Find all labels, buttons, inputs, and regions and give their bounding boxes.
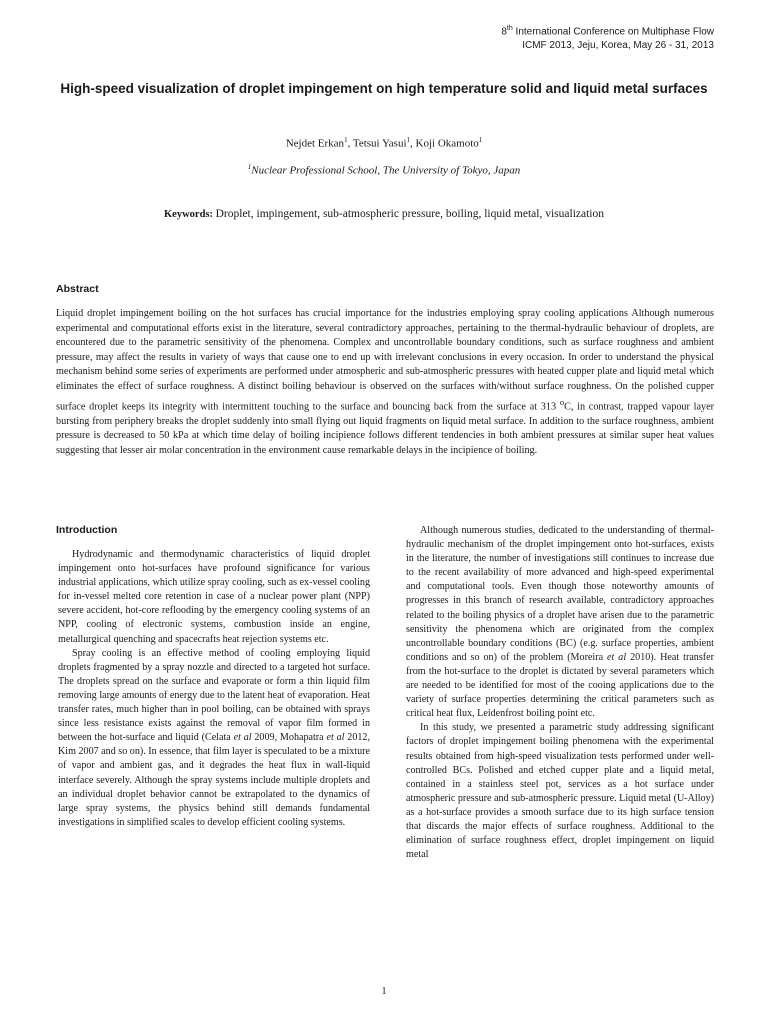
paragraph-text: 2010). Heat transfer from the hot-surface to the droplet is dictated by several parameters which are needed to be identified for most of the cooing applications due to the variety of surface properties determining the critical parameters such as critical heat flux, Leidenfrost boiling point etc. xyxy=(406,651,714,720)
affiliation-text: Nuclear Professional School, The University of Tokyo, Japan xyxy=(251,164,521,177)
paragraph-text: 2009, Mohapatra xyxy=(251,732,327,744)
author-affil-mark: 1 xyxy=(344,136,348,144)
paragraph-text: Although numerous studies, dedicated to the understanding of thermal-hydraulic mechanism of the droplet impingement onto hot-surfaces, exists in the literature, the number of investigations still continues to increase due to the recent availability of more advanced and high-speed experimental and computational tools. Even though those noteworthy amounts of progresses in this branch of research available, contradictory approaches related to the boiling physics of a droplet have arisen due to the parametric sensitivity the phenomena which are originated from the complex uncontrollable boundary conditions (BC) (e.g. surface properties, ambient conditions and so on) of the problem (Moreira xyxy=(406,525,714,663)
citation-etal: et al xyxy=(326,732,345,744)
author-affil-mark: 1 xyxy=(478,136,483,144)
abstract-heading: Abstract xyxy=(56,283,99,295)
conference-ordinal-suffix: th xyxy=(506,25,513,32)
degree-superscript: o xyxy=(559,396,565,407)
paragraph-text: Spray cooling is an effective method of cooling employing liquid droplets fragmented by a spray nozzle and directed to a targeted hot surface. The droplets spread on the surface and evaporate or form a thin liquid film removing large amounts of energy due to the latent heat of evaporation. Heat transfer rates, much higher than in pool boiling, can be obtained with sprays since less resistance exists against the removal of vapor film formed in between the hot-surface and liquid (Celata xyxy=(58,647,370,744)
author-separator: , xyxy=(410,137,416,150)
abstract-body xyxy=(56,307,714,458)
keywords-text: Droplet, impingement, sub-atmospheric pressure, boiling, liquid metal, visualization xyxy=(215,208,604,220)
keywords-separator: : xyxy=(209,209,216,220)
citation-etal: et al xyxy=(607,651,627,663)
page-number: 1 xyxy=(381,986,387,997)
conference-header xyxy=(394,22,714,53)
author-name: Tetsui Yasui xyxy=(352,137,407,150)
paragraph xyxy=(406,524,714,721)
author-separator: , xyxy=(347,137,353,150)
abstract-text: Liquid droplet impingement boiling on the hot surfaces has crucial importance for the industries employing spray cooling applications Although numerous experimental and computational efforts exist in the literature, several contradictory approaches, pertaining to the thermal-hydraulic behaviour of droplets, are encountered due to the parametric sensitivity of the phenomena. Complex and uncontrollable boundary conditions, such as surface roughness and ambient pressure, may affect the results in variety of ways that cause one to end up with irrelevant conclusions in every occasion. In order to understand the physical mechanism behind some series of experiments are performed under atmospheric and sub-atmospheric pressures with heated cupper plate and liquid metal which eliminates the effect of surface roughness. A distinct boiling behaviour is observed on the surfaces with/without surface roughness. On the polished cupper surface droplet keeps its integrity with intermittent touching to the surface and bouncing back from the surface at 313 xyxy=(56,308,714,412)
keywords xyxy=(60,208,708,220)
paper-title: High-speed visualization of droplet impingement on high temperature solid and liquid metal surfaces xyxy=(60,81,708,96)
citation-etal: et al xyxy=(233,732,252,744)
keywords-label: Keywords xyxy=(164,209,210,220)
paragraph: Hydrodynamic and thermodynamic characteristics of liquid droplet impingement onto hot-surfaces have profound significance for various industrial applications, which utilize spray cooling, such as ex-vessel cooling for in-vessel melted core retention in case of a nuclear power plant (NPP) severe accident, hot-core reflooding by the emergency cooling systems of an NPP, cooling of electronic systems, combustion inside an engine, metallurgical quenching and spacecrafts heat rejection systems etc. xyxy=(58,549,370,645)
introduction-heading: Introduction xyxy=(56,524,118,536)
paragraph: In this study, we presented a parametric study addressing significant factors of droplet impingement boiling phenomena with the experimental results obtained from high-speed visualization tests performed under well-controlled BCs. Polished and etched cupper plate and a liquid metal, contained in a stainless steel pot, services as a hot surface under atmospheric pressure and sub-atmospheric pressure. Liquid metal (U-Alloy) as a hot-surface provides a smooth surface due to its high surface tension that discards the major effects of surface roughness. Additional to the elimination of surface roughness effect, droplet impingement on liquid metal xyxy=(406,722,714,861)
author-name: Koji Okamoto xyxy=(415,137,479,150)
paragraph xyxy=(58,647,370,830)
author-name: Nejdet Erkan xyxy=(285,137,345,150)
right-column xyxy=(406,524,714,862)
conference-detail: ICMF 2013, Jeju, Korea, May 26 - 31, 2013 xyxy=(522,40,714,52)
paragraph-text: 2012, Kim 2007 and so on). In essence, that film layer is speculated to be a mixture of vapor and ambient gas, and it degrades the heat flux in wall-liquid interface severely. Although the spray systems include multiple droplets and an individual droplet behavior cannot be extrapolated to the dynamics of large spray systems, the physics behind still demands fundamental investigations in simplified scales to develop efficient cooling systems. xyxy=(58,732,370,828)
conference-ordinal: 8 xyxy=(501,26,507,38)
left-column xyxy=(58,548,370,830)
affiliation-mark: 1 xyxy=(247,163,252,171)
author-list xyxy=(60,136,708,150)
author-affil-mark: 1 xyxy=(406,136,411,144)
conference-name: International Conference on Multiphase Flow xyxy=(512,26,714,38)
conference-name-line xyxy=(394,22,714,39)
abstract-text: C, in contrast, trapped vapour layer bursting from periphery breaks the droplet suddenly into small flying out liquid fragments on liquid metal surface. In addition to the surface roughness, ambient pressure is decreased to 50 kPa at which time delay of boiling incipience follows different tendencies in both ambient pressures at similar super heat values suggesting that lesser air molar concentration in the environment cause remarkable delays in the incipience of boiling. xyxy=(56,400,714,456)
affiliation xyxy=(60,163,708,177)
